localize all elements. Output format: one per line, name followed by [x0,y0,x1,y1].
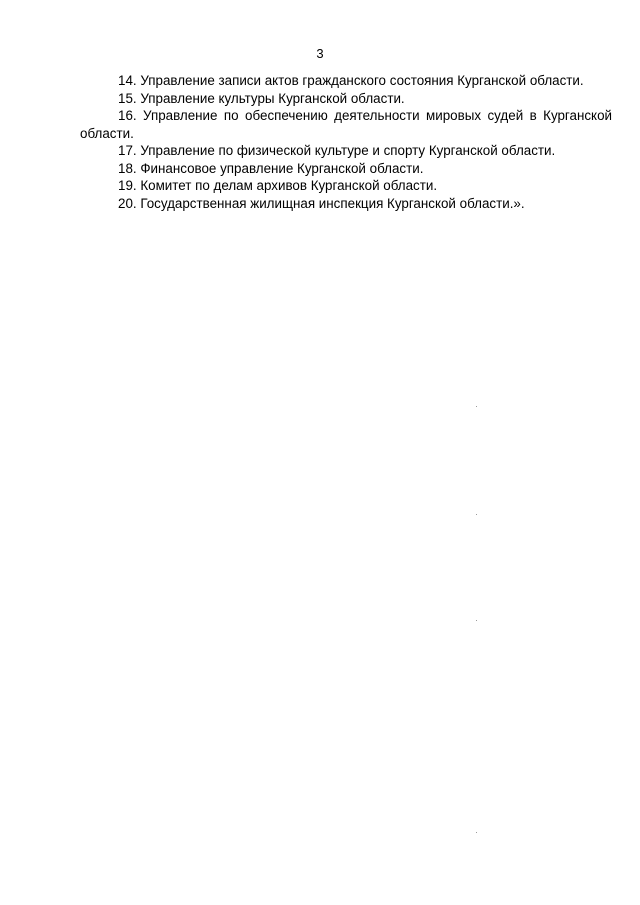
list-item: 16. Управление по обеспечению деятельности мировых судей в Курганской области. [80,108,612,141]
list-item: 18. Финансовое управление Курганской области. [118,160,424,176]
list-item: 15. Управление культуры Курганской области. [118,90,405,106]
page-number: 3 [316,46,324,61]
scan-speck [476,406,477,407]
agency-list [80,72,612,212]
scan-speck [476,832,477,833]
scan-speck [476,514,477,515]
list-item: 17. Управление по физической культуре и спорту Курганской области. [118,143,556,158]
list-item: 19. Комитет по делам архивов Курганской области. [118,178,438,193]
list-item: 14. Управление записи актов гражданского состояния Курганской области. [118,73,584,88]
scan-speck [476,620,477,621]
list-item: 20. Государственная жилищная инспекция Курганской области.». [118,195,525,211]
